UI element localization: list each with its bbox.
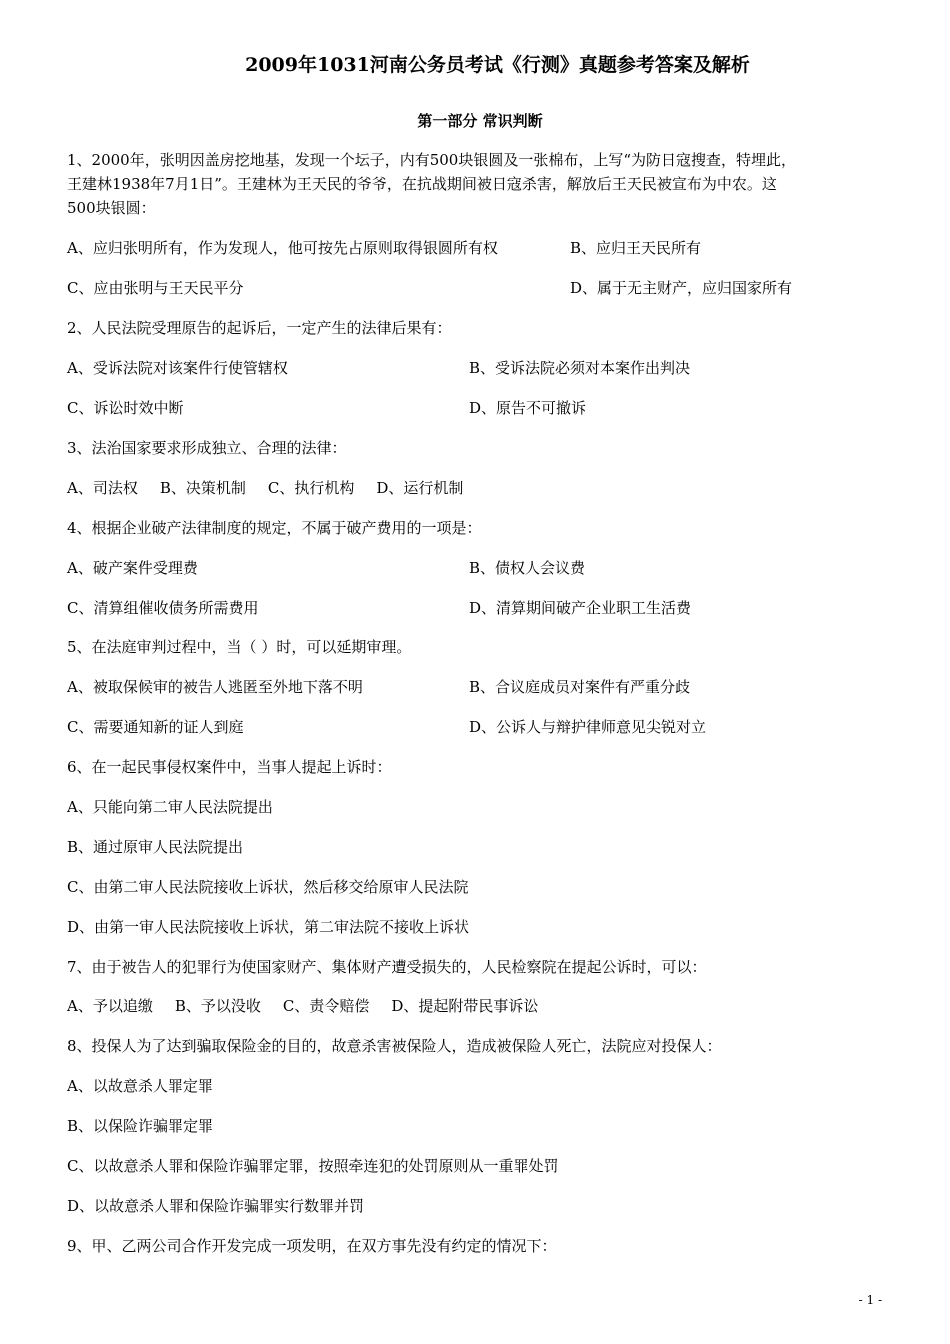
question-4-option-a: A、破产案件受理费 [67, 559, 198, 577]
question-8-option-b: B、以保险诈骗罪定罪 [67, 1117, 214, 1135]
question-2-option-b: B、受诉法院必须对本案作出判决 [469, 359, 691, 377]
section-title: 第一部分 常识判断 [417, 112, 543, 130]
question-5-stem: 5、在法庭审判过程中，当（ ）时，可以延期审理。 [67, 638, 412, 656]
question-7-option-d: D、提起附带民事诉讼 [391, 997, 539, 1015]
question-7-option-c: C、责令赔偿 [282, 997, 370, 1015]
question-3-option-d: D、运行机制 [376, 479, 464, 497]
question-6-stem: 6、在一起民事侵权案件中，当事人提起上诉时： [67, 758, 392, 776]
question-1-option-a: A、应归张明所有，作为发现人，他可按先占原则取得银圆所有权 [67, 239, 498, 257]
question-6-option-c: C、由第二审人民法院接收上诉状，然后移交给原审人民法院 [67, 878, 469, 896]
question-4-option-c: C、清算组催收债务所需费用 [67, 599, 259, 617]
question-8-option-a: A、以故意杀人罪定罪 [67, 1077, 213, 1095]
question-7-option-b: B、予以没收 [174, 997, 261, 1015]
question-3-option-b: B、决策机制 [159, 479, 246, 497]
question-7-options [67, 996, 560, 1016]
question-2-stem: 2、人民法院受理原告的起诉后，一定产生的法律后果有： [67, 319, 452, 337]
question-8-stem: 8、投保人为了达到骗取保险金的目的，故意杀害被保险人，造成被保险人死亡，法院应对投保人： [67, 1037, 722, 1055]
question-1-option-c: C、应由张明与王天民平分 [67, 279, 244, 297]
question-1-option-d: D、属于无主财产，应归国家所有 [570, 279, 793, 297]
question-6-option-b: B、通过原审人民法院提出 [67, 838, 244, 856]
question-7-option-a: A、予以追缴 [67, 997, 153, 1015]
question-1-option-b: B、应归王天民所有 [570, 239, 702, 257]
question-4-option-d: D、清算期间破产企业职工生活费 [469, 599, 692, 617]
question-2-option-d: D、原告不可撤诉 [469, 399, 587, 417]
question-6-option-a: A、只能向第二审人民法院提出 [67, 798, 273, 816]
question-5-option-c: C、需要通知新的证人到庭 [67, 718, 244, 736]
question-3-stem: 3、法治国家要求形成独立、合理的法律： [67, 439, 347, 457]
question-3-option-c: C、执行机构 [267, 479, 355, 497]
question-8-option-d: D、以故意杀人罪和保险诈骗罪实行数罪并罚 [67, 1197, 365, 1215]
question-1-stem-line-3: 500块银圆： [67, 199, 156, 217]
question-4-option-b: B、债权人会议费 [469, 559, 586, 577]
page-number: - 1 - [858, 1293, 882, 1307]
question-9-stem: 9、甲、乙两公司合作开发完成一项发明，在双方事先没有约定的情况下： [67, 1237, 557, 1255]
document-title: 2009年1031河南公务员考试《行测》真题参考答案及解析 [245, 54, 750, 76]
question-3-options [67, 478, 485, 498]
question-8-option-c: C、以故意杀人罪和保险诈骗罪定罪，按照牵连犯的处罚原则从一重罪处罚 [67, 1157, 559, 1175]
question-2-option-a: A、受诉法院对该案件行使管辖权 [67, 359, 288, 377]
question-2-option-c: C、诉讼时效中断 [67, 399, 184, 417]
question-5-option-b: B、合议庭成员对案件有严重分歧 [469, 678, 691, 696]
question-3-option-a: A、司法权 [67, 479, 138, 497]
question-6-option-d: D、由第一审人民法院接收上诉状，第二审法院不接收上诉状 [67, 918, 470, 936]
question-1-stem-line-2: 王建林1938年7月1日”。王建林为王天民的爷爷，在抗战期间被日寇杀害，解放后王天民被宣布为中农。这 [67, 175, 777, 193]
question-4-stem: 4、根据企业破产法律制度的规定，不属于破产费用的一项是： [67, 519, 482, 537]
question-7-stem: 7、由于被告人的犯罪行为使国家财产、集体财产遭受损失的，人民检察院在提起公诉时，可以： [67, 958, 707, 976]
question-1-stem-line-1: 1、2000年，张明因盖房挖地基，发现一个坛子，内有500块银圆及一张棉布，上写“为防日寇搜查，特埋此， [67, 151, 797, 169]
question-5-option-d: D、公诉人与辩护律师意见尖锐对立 [469, 718, 707, 736]
question-5-option-a: A、被取保候审的被告人逃匿至外地下落不明 [67, 678, 363, 696]
